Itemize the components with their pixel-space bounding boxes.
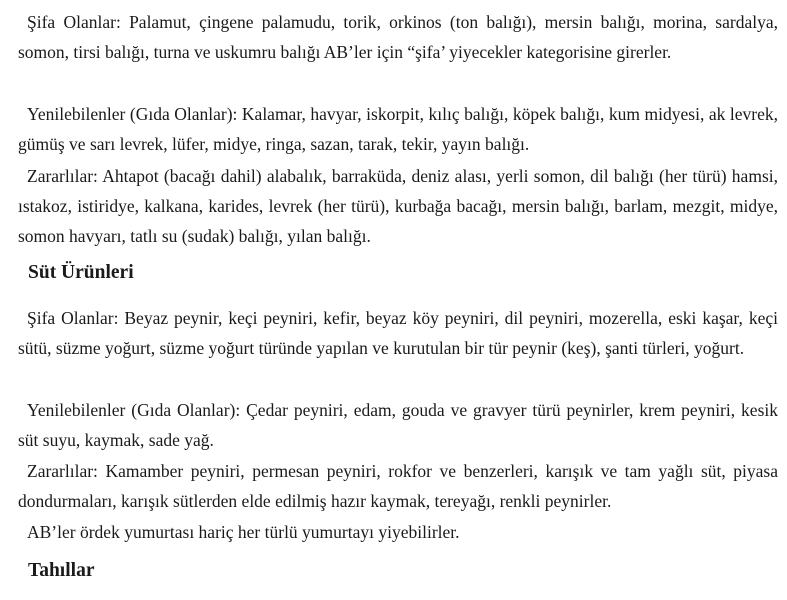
- dairy-zararli-paragraph: Zararlılar: Kamamber peyniri, permesan peyniri, rokfor ve benzerleri, karışık ve tam yağlı süt, piyasa dondurmaları, karışık sütlerden elde edilmiş hazır kaymak, tereyağı, renkli peynirler.: [18, 461, 778, 511]
- fish-zararli-paragraph: Zararlılar: Ahtapot (bacağı dahil) alabalık, barraküda, deniz alası, yerli somon, dil balığı (her türü) hamsi, ıstakoz, istiridye, kalkana, karides, levrek (her türü), kurbağa bacağı, mersin balığı, barlam, mezgit, midye, somon havyarı, tatlı su (sudak) balığı, yılan balığı.: [18, 166, 778, 246]
- dairy-heading: Süt Ürünleri: [28, 262, 134, 283]
- grains-heading: Tahıllar: [28, 560, 95, 581]
- fish-sifa-paragraph: Şifa Olanlar: Palamut, çingene palamudu, torik, orkinos (ton balığı), mersin balığı, morina, sardalya, somon, tirsi balığı, turna ve uskumru balığı AB’ler için “şifa’ yiyecekler kategorisine girerler.: [18, 12, 778, 62]
- dairy-sifa-paragraph: Şifa Olanlar: Beyaz peynir, keçi peyniri, kefir, beyaz köy peyniri, dil peyniri, mozerella, eski kaşar, keçi sütü, süzme yoğurt, süzme yoğurt türünde yapılan ve kurutulan bir tür peynir (keş), şanti türleri, yoğurt.: [18, 308, 778, 358]
- dairy-yenilebilen-paragraph: Yenilebilenler (Gıda Olanlar): Çedar peyniri, edam, gouda ve gravyer türü peynirler, krem peyniri, kesik süt suyu, kaymak, sade yağ.: [18, 400, 778, 450]
- egg-note-paragraph: AB’ler ördek yumurtası hariç her türlü yumurtayı yiyebilirler.: [27, 522, 460, 542]
- fish-yenilebilen-paragraph: Yenilebilenler (Gıda Olanlar): Kalamar, havyar, iskorpit, kılıç balığı, köpek balığı, kum midyesi, ak levrek, gümüş ve sarı levrek, lüfer, midye, ringa, sazan, tarak, tekir, yayın balığı.: [18, 104, 778, 154]
